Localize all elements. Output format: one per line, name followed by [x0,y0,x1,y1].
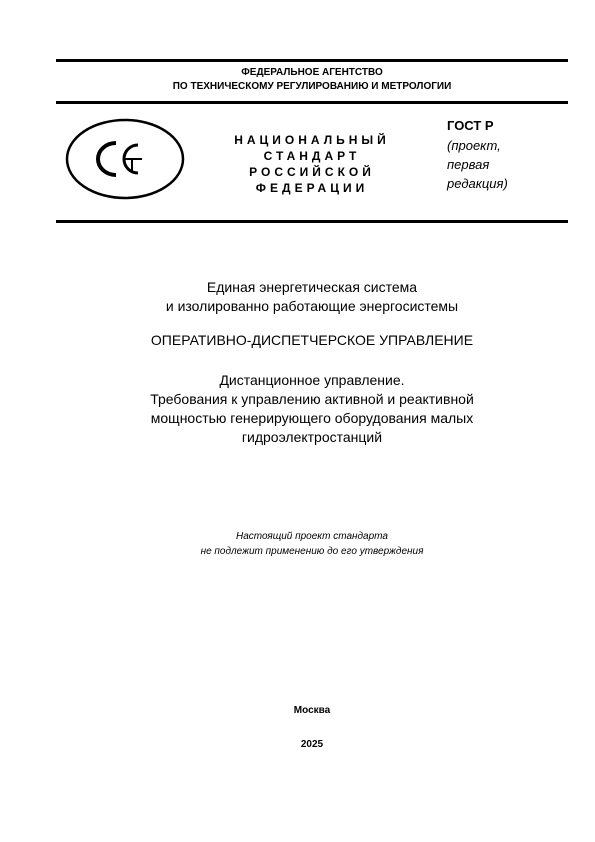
subtitle-line-4: гидроэлектростанций [241,429,383,445]
national-line-1: НАЦИОНАЛЬНЫЙ [234,133,390,147]
notice-line-2: не подлежит применению до его утверждения [200,546,424,557]
title-divider [56,220,568,223]
subtitle-line-2: Требования к управлению активной и реактивной [150,391,474,407]
national-line-2: СТАНДАРТ [263,149,361,163]
national-standard-label [212,132,412,196]
national-line-4: ФЕДЕРАЦИИ [255,181,369,195]
title-line-1: Единая энергетическая система [206,279,418,295]
gost-certification-mark-icon [64,117,186,201]
agency-name [56,66,568,94]
publication-year: 2025 [300,739,324,750]
national-line-3: РОССИЙСКОЙ [249,165,375,179]
gost-designation [447,116,508,193]
publication-city: Москва [293,705,331,716]
notice-line-1: Настоящий проект стандарта [236,531,388,542]
subtitle-line-3: мощностью генерирующего оборудования малых [150,410,474,426]
document-subtitle [70,371,554,447]
header-divider [56,101,568,104]
gost-status-line-1: (проект, [447,138,501,153]
agency-line-1: ФЕДЕРАЛЬНОЕ АГЕНТСТВО [241,67,383,78]
draft-notice [120,529,504,559]
gost-status-line-3: редакция) [447,176,508,191]
subtitle-line-1: Дистанционное управление. [219,372,405,388]
gost-status-line-2: первая [447,157,490,172]
section-title: ОПЕРАТИВНО-ДИСПЕТЧЕРСКОЕ УПРАВЛЕНИЕ [150,332,474,348]
agency-line-2: ПО ТЕХНИЧЕСКОМУ РЕГУЛИРОВАНИЮ И МЕТРОЛОГИИ [172,81,452,92]
title-line-2: и изолированно работающие энергосистемы [165,298,459,314]
top-rule [56,59,568,62]
gost-code: ГОСТ Р [447,118,494,133]
document-title [70,278,554,316]
